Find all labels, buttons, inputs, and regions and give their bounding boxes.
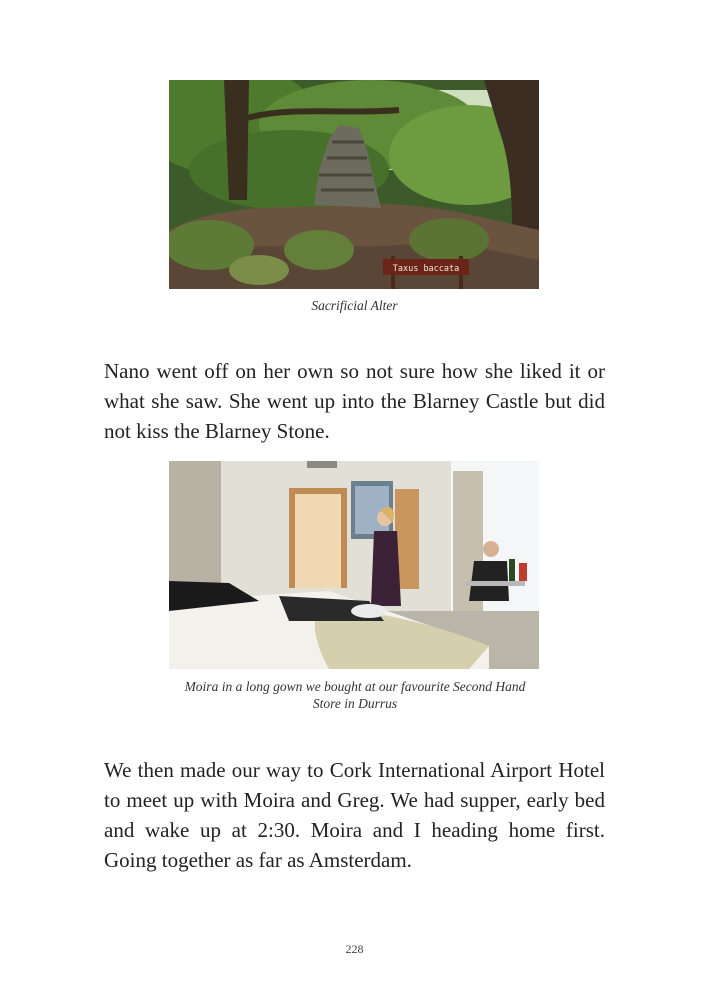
forest-altar-image <box>169 80 539 289</box>
figure-caption-2: Moira in a long gown we bought at our favourite Second Hand Store in Durrus <box>184 679 526 711</box>
body-paragraph-2: We then made our way to Cork International Airport Hotel to meet up with Moira and Greg. We had supper, early bed and wake up at 2:30. Moira and I heading home first. Going together as far as Amsterdam. <box>104 758 605 872</box>
body-paragraph-1: Nano went off on her own so not sure how she liked it or what she saw. She went up into the Blarney Castle but did not kiss the Blarney Stone. <box>104 359 605 443</box>
figure-photo-sacrificial-alter <box>169 80 539 289</box>
figure-photo-hotel-room <box>169 461 539 669</box>
hotel-room-image <box>169 461 539 669</box>
sign-text: Taxus baccata <box>392 264 460 274</box>
page-number: 228 <box>345 942 364 956</box>
figure-caption-1: Sacrificial Alter <box>311 298 398 313</box>
